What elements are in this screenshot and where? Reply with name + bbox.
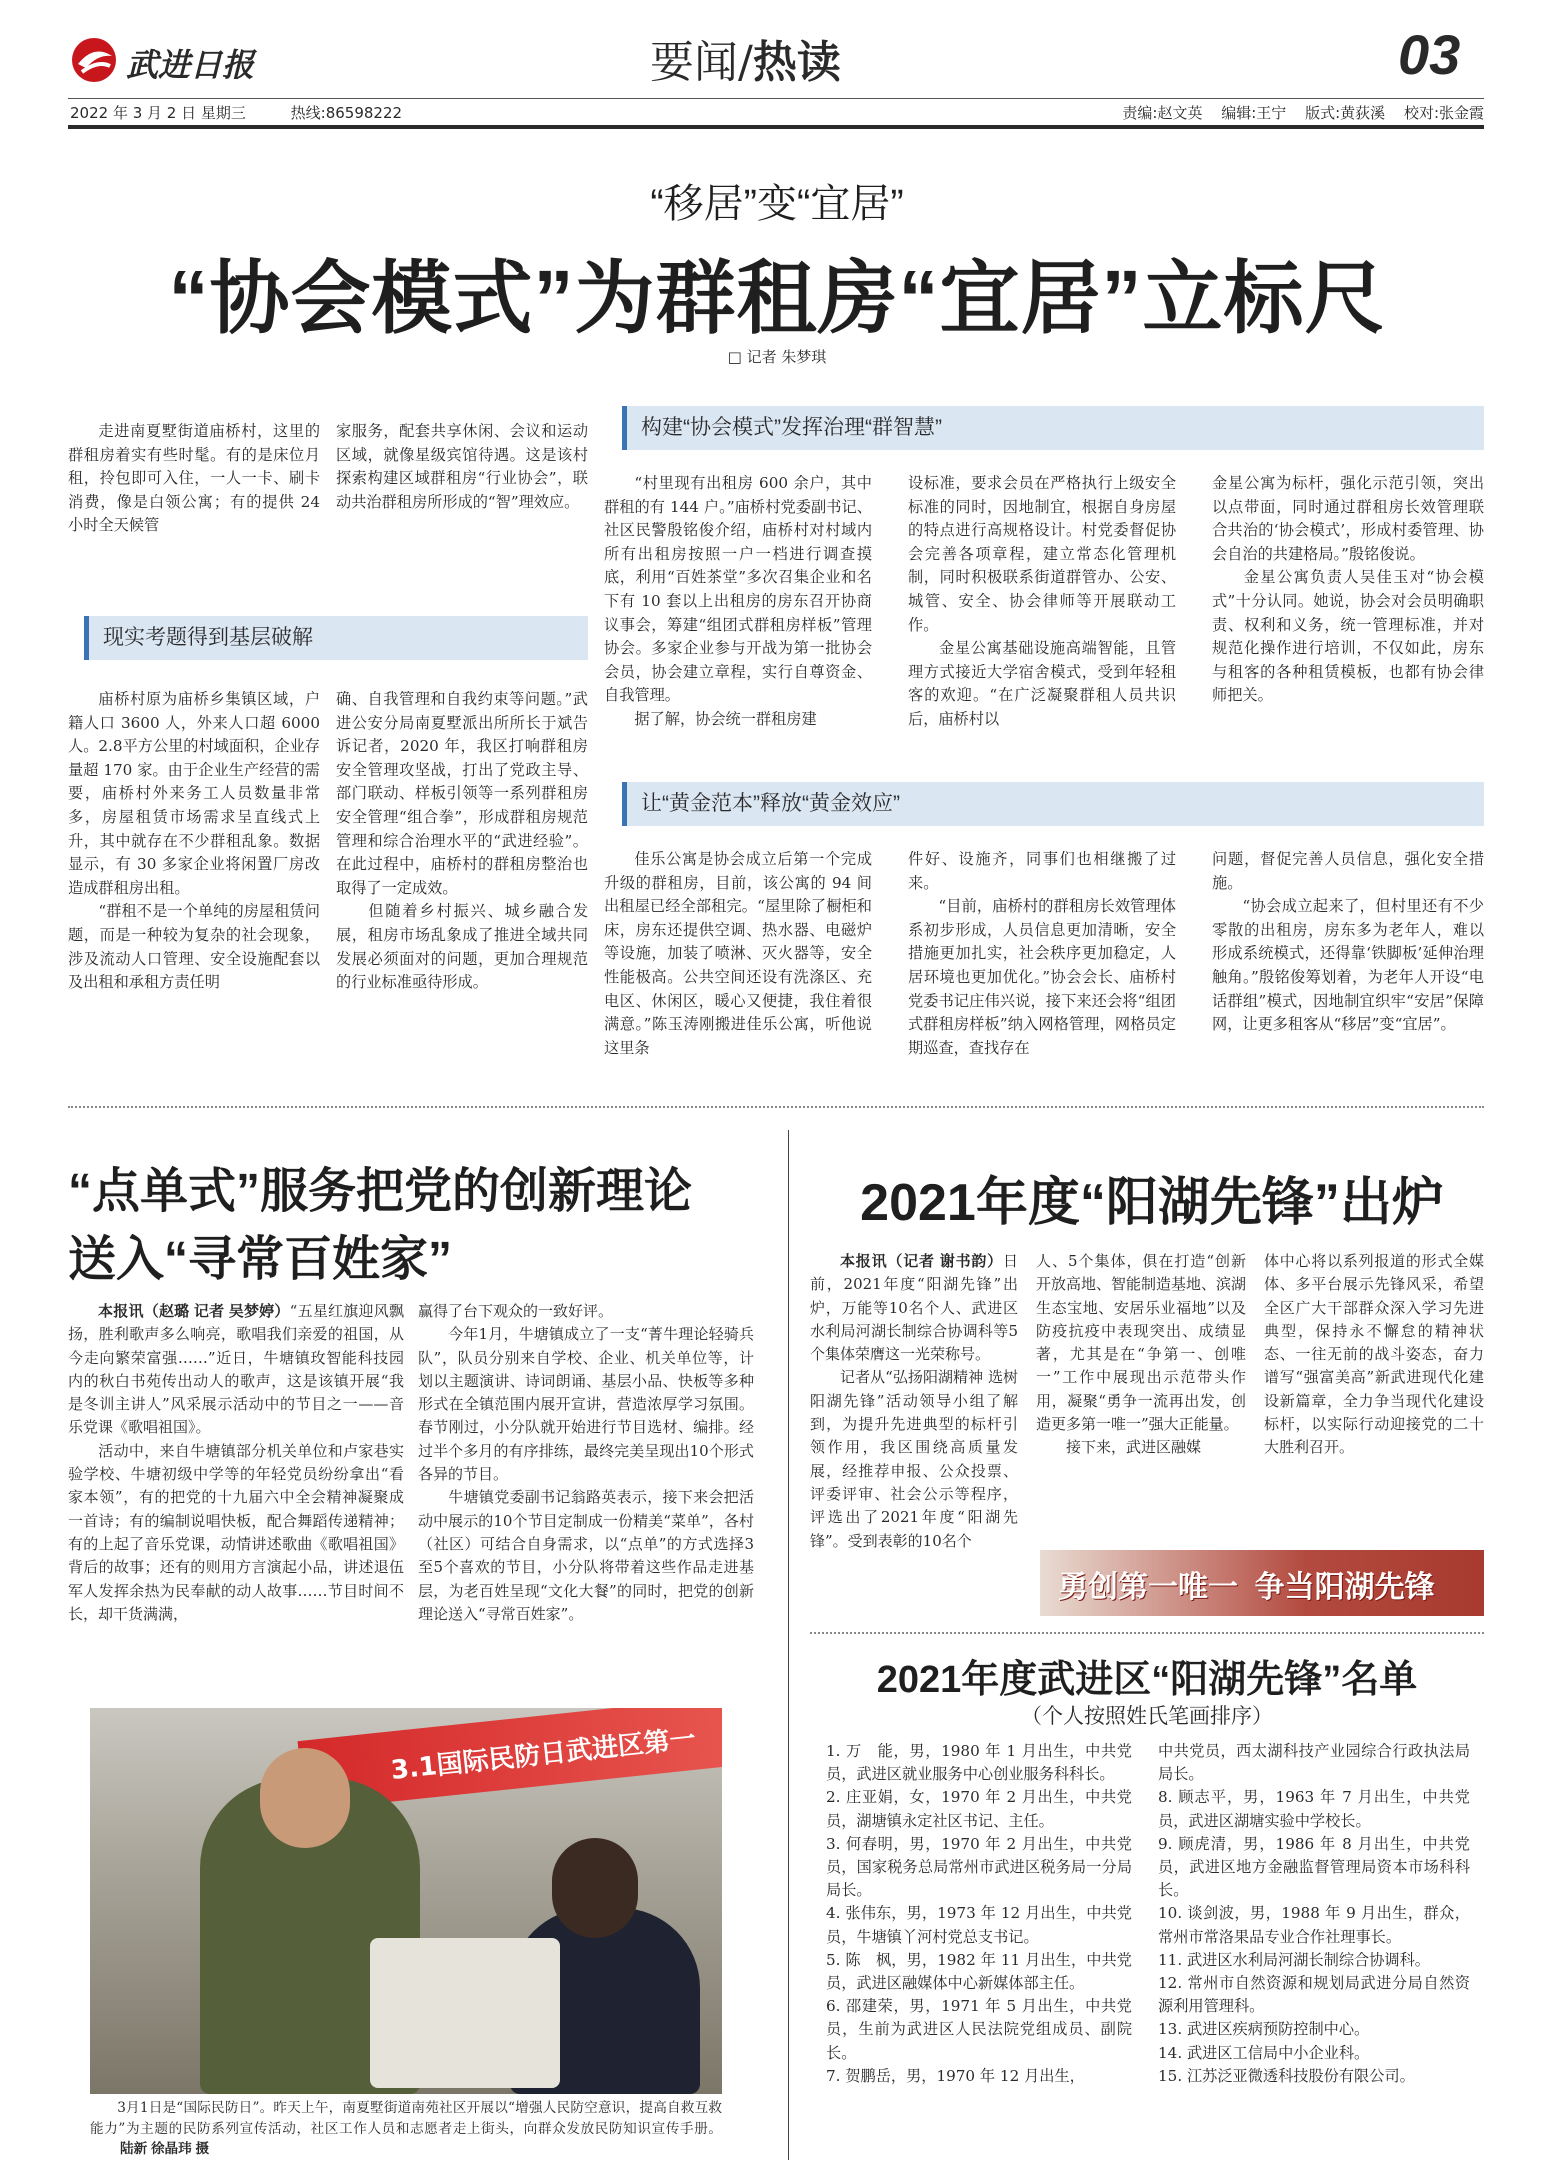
sec2-col2: 设标准，要求会员在严格执行上级安全标准的同时，因地制宜，根据自身房屋的特点进行高规格设计。村党委督促协会完善各项章程，建立常态化管理机制，同时积极联系街道群管办、公安、城管、安全、协会律师等开展联动工作。 金星公寓基础设施高端智能，且管理方式接近大学宿舍模式，受到年轻租客的欢迎。“在广泛凝聚群租人员共识后，庙桥村以 (908, 474, 1176, 728)
honor-list-item: 15. 江苏泛亚微透科技股份有限公司。 (1158, 2066, 1415, 2085)
honor-list-col1 (826, 1740, 1132, 2160)
right-story-divider (810, 1632, 1484, 1634)
lead-intro-col1: 走进南夏墅街道庙桥村，这里的群租房着实有些时髦。有的是床位月租，拎包即可入住，一人一卡、刷卡消费，像是白领公寓；有的提供 24 小时全天候管 (68, 422, 320, 535)
staff-credits (1122, 102, 1484, 123)
photo-banner-text: 3.1国际民防日武进区第一 (389, 1724, 698, 1786)
honor-list-col2 (1158, 1740, 1470, 2160)
story-right-byline: 本报讯（记者 谢书韵） (840, 1253, 1003, 1270)
photo-bags (370, 1938, 560, 2088)
honor-list-item: 8. 顾志平，男，1963 年 7 月出生，中共党员，武进区湖塘实验中学校长。 (1158, 1788, 1470, 1830)
photo-caption-box (90, 2098, 722, 2162)
section-title-plain: 要闻/ (650, 37, 753, 88)
story-right-col3: 体中心将以系列报道的形式全媒体、多平台展示先锋风采，希望全区广大干部群众深入学习先进典型，保持永不懈怠的精神状态、一往无前的战斗姿态，奋力谱写“强富美高”新武进现代化建设新篇章，全力争当现代化建设标杆，以实际行动迎接党的二十大胜利召开。 (1264, 1252, 1484, 1457)
honor-list-item: 9. 顾虎清，男，1986 年 8 月出生，中共党员，武进区地方金融监督管理局资本市场科科长。 (1158, 1834, 1470, 1900)
honor-list-item: 中共党员，西太湖科技产业园综合行政执法局局长。 (1158, 1742, 1470, 1784)
sec2-col1: “村里现有出租房 600 余户，其中群租的有 144 户。”庙桥村党委副书记、社区民警殷铭俊介绍，庙桥村对村域内所有出租房按照一户一档进行调查摸底，利用“百姓茶堂”多次召集企业和名下有 10 套以上出租房的房东召开协商议事会，筹建“组团式群租房样板”管理协会。多家企业参与开战为第一批协会会员，协会建立章程，实行自尊资金、自我管理。 据了解，协会统一群租房建 (604, 474, 872, 728)
story-right-headline: 2021年度“阳湖先锋”出炉 (860, 1174, 1444, 1232)
dateline (70, 102, 402, 123)
section-heading-2: 构建“协会模式”发挥治理“群智慧” (622, 406, 1484, 450)
masthead-bottom-rule (68, 125, 1484, 129)
section-heading-1: 现实考题得到基层破解 (84, 616, 588, 660)
credit-layout: 版式:黄荻溪 (1305, 104, 1386, 122)
bottom-column-divider (788, 1130, 789, 2160)
honor-list-item: 11. 武进区水利局河湖长制综合协调科。 (1158, 1950, 1430, 1969)
photo-caption: 3月1日是“国际民防日”。昨天上午，南夏墅街道南苑社区开展以“增强人民防空意识，提高自救互救能力”为主题的民防系列宣传活动，社区工作人员和志愿者走上街头，向群众发放民防知识宣传手册。 (90, 2100, 722, 2137)
credit-proof: 校对:张金霞 (1403, 104, 1484, 122)
story-right-col1-body: 日前，2021年度“阳湖先锋”出炉，万能等10名个人、武进区水利局河湖长制综合协调科等5个集体荣膺这一光荣称号。 记者从“弘扬阳湖精神 选树阳湖先锋”活动领导小组了解到，为提升先进典型的标杆引领作用，我区围绕高质量发展，经推荐申报、公众投票、评委评审、社会公示等程序，评选出了2021年度“阳湖先锋”。受到表彰的10名个 (810, 1252, 1018, 1550)
masthead-top-rule (68, 98, 1484, 99)
honor-list-item: 7. 贺鹏岳，男，1970 年 12 月出生， (826, 2066, 1085, 2085)
sec2-col3: 金星公寓为标杆，强化示范引领，突出以点带面，同时通过群租房长效管理联合共治的‘协会模式’，形成村委管理、协会自治的共建格局。”殷铭俊说。 金星公寓负责人吴佳玉对“协会模式”十分认同。她说，协会对会员明确职责、权利和义务，统一管理标准，并对规范化操作进行培训，不仅如此，房东与租客的各种租赁模板，也都有协会律师把关。 (1212, 474, 1484, 705)
story-right-banner (1040, 1550, 1484, 1616)
masthead (0, 0, 1554, 130)
story-left-headline-line1: “点单式”服务把党的创新理论 (68, 1165, 693, 1218)
newspaper-logo (68, 34, 268, 86)
honor-list-item: 4. 张伟东，男，1973 年 12 月出生，中共党员，牛塘镇丫河村党总支书记。 (826, 1904, 1132, 1946)
honor-list-item: 13. 武进区疾病预防控制中心。 (1158, 2020, 1370, 2039)
sec3-col1: 佳乐公寓是协会成立后第一个完成升级的群租房，目前，该公寓的 94 间出租屋已经全部租完。“屋里除了橱柜和床，房东还提供空调、热水器、电磁炉等设施，加装了喷淋、灭火器等，安全性能极高。公共空间还设有洗涤区、充电区、休闲区，暖心又便捷，我住着很满意。”陈玉涛刚搬进佳乐公寓，听他说这里条 (604, 850, 872, 1057)
honor-list-item: 1. 万 能，男，1980 年 1 月出生，中共党员，武进区就业服务中心创业服务科科长。 (826, 1742, 1132, 1784)
honor-list-item: 14. 武进区工信局中小企业科。 (1158, 2043, 1370, 2062)
honor-list-item: 6. 邵建荣，男，1971 年 5 月出生，中共党员，生前为武进区人民法院党组成员、副院长。 (826, 1997, 1132, 2062)
story-left-col1-body: “五星红旗迎风飘扬，胜利歌声多么响亮，歌唱我们亲爱的祖国，从今走向繁荣富强……”近日，牛塘镇玫智能科技园内的秋白书苑传出动人的歌声，这是该镇开展“我是冬训主讲人”风采展示活动中的节目之一——音乐党课《歌唱祖国》。 活动中，来自牛塘镇部分机关单位和卢家巷实验学校、牛塘初级中学等的年轻党员纷纷拿出“看家本领”，有的把党的十九届六中全会精神凝聚成一首诗；有的编制说唱快板，配合舞蹈传递精神；有的上起了音乐党课，动情讲述歌曲《歌唱祖国》背后的故事；还有的则用方言演起小品，讲述退伍军人发挥余热为民奉献的动人故事……节目时间不长，却干货满满， (68, 1302, 404, 1623)
story-left-headline-line2: 送入“寻常百姓家” (68, 1233, 453, 1286)
honor-list-item: 3. 何春明，男，1970 年 2 月出生，中共党员，国家税务总局常州市武进区税务局一分局局长。 (826, 1834, 1132, 1900)
credit-chief-editor: 编辑:王宁 (1221, 104, 1287, 122)
credit-editor: 责编:赵文英 (1122, 104, 1203, 122)
lead-kicker: “移居”变“宜居” (650, 182, 904, 226)
story-right-col2: 人、5个集体，俱在打造“创新开放高地、智能制造基地、滨湖生态宝地、安居乐业福地”以及防疫抗疫中表现突出、成绩显著，尤其是在“争第一、创唯一”工作中展现出示范带头作用，凝聚“勇争一流再出发，创造更多第一唯一”强大正能量。 接下来，武进区融媒 (1036, 1252, 1246, 1457)
sec3-col2: 件好、设施齐，同事们也相继搬了过来。 “目前，庙桥村的群租房长效管理体系初步形成，人员信息更加清晰，安全措施更加扎实，社会秩序更加稳定，人居环境也更加优化。”协会会长、庙桥村党委书记庄伟兴说，接下来还会将“组团式群租房样板”纳入网格管理，网格员定期巡查，查找存在 (908, 850, 1176, 1057)
news-photo (90, 1708, 722, 2094)
story-right-col1 (810, 1250, 1018, 1610)
issue-date: 2022 年 3 月 2 日 星期三 (70, 104, 246, 122)
lead-headline: “协会模式”为群租房“宜居”立标尺 (168, 254, 1386, 343)
honor-list-item: 12. 常州市自然资源和规划局武进分局自然资源利用管理科。 (1158, 1974, 1470, 2016)
story-left-col2: 赢得了台下观众的一致好评。 今年1月，牛塘镇成立了一支“菁牛理论轻骑兵队”，队员分别来自学校、企业、机关单位等，计划以主题演讲、诗词朗诵、基层小品、快板等多种形式在全镇范围内展开宣讲，营造浓厚学习氛围。春节刚过，小分队就开始进行节目选材、编排。经过半个多月的有序排练，最终完美呈现出10个形式各异的节目。 牛塘镇党委副书记翁路英表示，接下来会把活动中展示的10个节目定制成一份精美“菜单”，各村（社区）可结合自身需求，以“点单”的方式选择3至5个喜欢的节目，小分队将带着这些作品走进基层，为老百姓呈现“文化大餐”的同时，把党的创新理论送入“寻常百姓家”。 (418, 1302, 754, 1623)
story-right-banner-text: 勇创第一唯一 争当阳湖先锋 (1058, 1571, 1435, 1604)
photo-figure-right-head (552, 1838, 638, 1938)
honor-list-item: 2. 庄亚娟，女，1970 年 2 月出生，中共党员，湖塘镇永定社区书记、主任。 (826, 1788, 1132, 1830)
page-number: 03 (1398, 23, 1461, 86)
sec1-col2: 确、自我管理和自我约束等问题。”武进公安分局南夏墅派出所所长于斌告诉记者，2020 年，我区打响群租房安全管理攻坚战，打出了党政主导、部门联动、样板引领等一系列群租房安全管理“组合拳”，形成群租房规范管理和综合治理水平的“武进经验”。在此过程中，庙桥村的群租房整治也取得了一定成效。 但随着乡村振兴、城乡融合发展，租房市场乱象成了推进全域共同发展必须面对的问题，更加合理规范的行业标准亟待形成。 (336, 690, 588, 992)
photo-figure-left-head (260, 1748, 350, 1848)
hotline: 热线:86598222 (290, 104, 403, 122)
story-left-col1-text (68, 1300, 404, 1626)
paper-name: 武进日报 (126, 46, 255, 84)
story-left-col1 (68, 1300, 404, 1672)
logo-emblem-icon (68, 34, 120, 86)
sec3-col3: 问题，督促完善人员信息，强化安全措施。 “协会成立起来了，但村里还有不少零散的出租房，房东多为老年人，难以形成系统模式，还得靠‘铁脚板’延伸治理触角。”殷铭俊筹划着，为老年人开设“电话群组”模式，因地制宜织牢“安居”保障网，让更多租客从“移居”变“宜居”。 (1212, 850, 1484, 1034)
story-left-byline: 本报讯（赵璐 记者 吴梦婷） (98, 1303, 290, 1320)
lead-byline: □ 记者 朱梦琪 (727, 348, 827, 366)
section-title (650, 26, 950, 86)
sec1-col1: 庙桥村原为庙桥乡集镇区域，户籍人口 3600 人，外来人口超 6000 人。2.8平方公里的村域面积，企业存量超 170 家。由于企业生产经营的需要，庙桥村外来务工人员数量非常多，房屋租赁市场需求呈直线式上升，其中就存在不少群租乱象。数据显示，有 30 多家企业将闲置厂房改造成群租房出租。 “群租不是一个单纯的房屋租赁问题，而是一种较为复杂的社会现象，涉及流动人口管理、安全设施配套以及出租和承租方责任明 (68, 690, 320, 992)
honor-list-item: 10. 谈剑波，男，1988 年 9 月出生，群众，常州市常洛果品专业合作社理事长。 (1158, 1904, 1470, 1946)
photo-credit: 陆新 徐晶玮 摄 (120, 2141, 210, 2156)
section-title-bold: 热读 (752, 37, 841, 88)
honor-list-item: 5. 陈 枫，男，1982 年 11 月出生，中共党员，武进区融媒体中心新媒体部主任。 (826, 1950, 1132, 1993)
section-heading-3: 让“黄金范本”释放“黄金效应” (622, 782, 1484, 826)
honor-list-subtitle: （个人按照姓氏笔画排序） (1021, 1704, 1273, 1728)
lead-intro-col2: 家服务，配套共享休闲、会议和运动区域，就像星级宾馆待遇。这是该村探索构建区域群租房“行业协会”，联动共治群租房所形成的“智”理效应。 (336, 422, 588, 511)
honor-list-title: 2021年度武进区“阳湖先锋”名单 (876, 1659, 1418, 1701)
lead-story-divider (68, 1106, 1484, 1108)
